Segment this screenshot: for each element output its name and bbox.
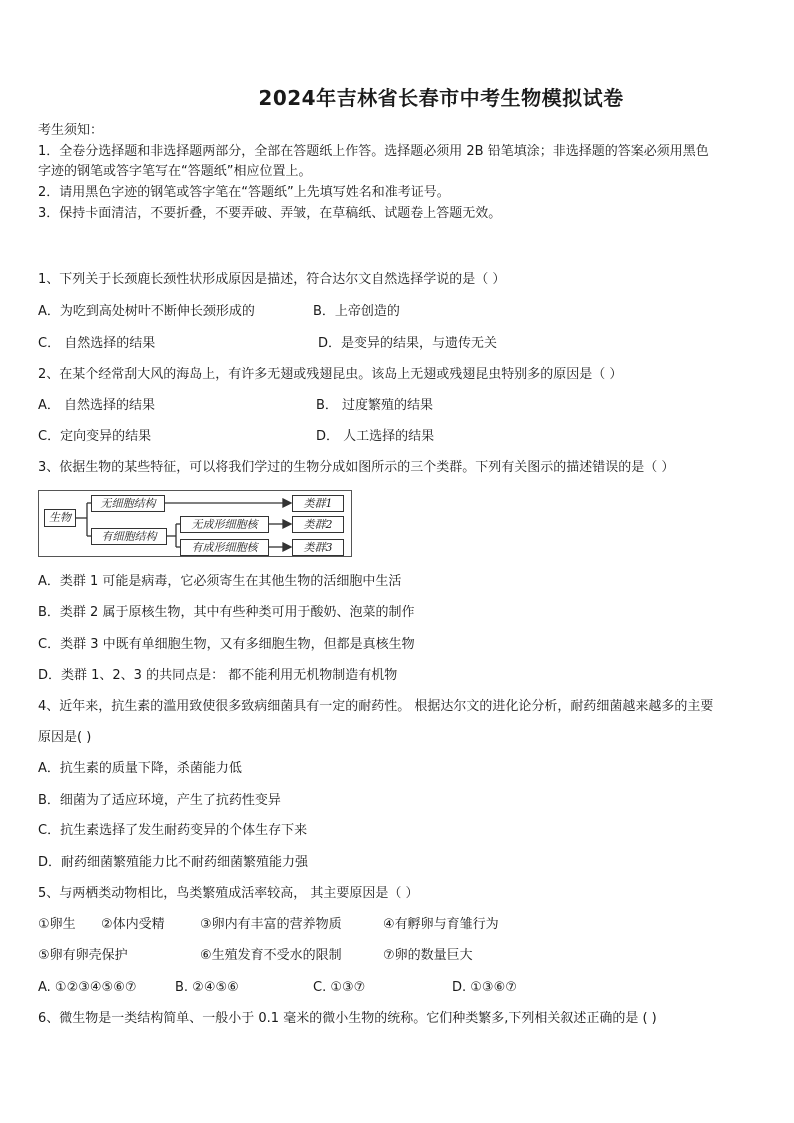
question-3-option-a: A．类群 1 可能是病毒，它必须寄生在其他生物的活细胞中生活 (38, 574, 402, 589)
question-4-option-a: A．抗生素的质量下降，杀菌能力低 (38, 761, 242, 776)
diagram-has-cell-node: 有细胞结构 (91, 528, 167, 545)
notice-item: 字迹的钢笔或答字笔写在“答题纸”相应位置上。 (38, 164, 312, 179)
question-1-option-a: A．为吃到高处树叶不断伸长颈形成的 (38, 304, 255, 319)
question-1-stem: 1、下列关于长颈鹿长颈性状形成原因是描述，符合达尔文自然选择学说的是（ ） (38, 272, 506, 287)
notice-heading: 考生须知： (38, 123, 104, 138)
question-6-stem: 6、微生物是一类结构简单、一般小于 0.1 毫米的微小生物的统称。它们种类繁多,下列相关叙述正确的是 ( ) (38, 1011, 657, 1026)
diagram-group-2-node: 类群2 (292, 516, 344, 533)
diagram-has-nucleus-node: 有成形细胞核 (180, 539, 269, 556)
question-3-option-d: D．类群 1、2、3 的共同点是： 都不能利用无机物制造有机物 (38, 668, 398, 683)
question-4-stem: 4、近年来，抗生素的滥用致使很多致病细菌具有一定的耐药性。 根据达尔文的进化论分析，耐药细菌越来越多的主要 (38, 699, 714, 714)
question-5-item: ⑦卵的数量巨大 (383, 948, 473, 963)
notice-item: 2．请用黑色字迹的钢笔或答字笔在“答题纸”上先填写姓名和准考证号。 (38, 185, 450, 200)
question-5-item: ⑤卵有卵壳保护 (38, 948, 128, 963)
notice-item: 3．保持卡面清洁，不要折叠，不要弄破、弄皱，在草稿纸、试题卷上答题无效。 (38, 206, 502, 221)
question-5-stem: 5、与两栖类动物相比，鸟类繁殖成活率较高， 其主要原因是（ ） (38, 886, 419, 901)
question-5-item: ④有孵卵与育雏行为 (383, 917, 499, 932)
question-3-stem: 3、依据生物的某些特征，可以将我们学过的生物分成如图所示的三个类群。下列有关图示的描述错误的是（ ） (38, 460, 675, 475)
question-1-option-b: B．上帝创造的 (313, 304, 400, 319)
question-4-option-c: C．抗生素选择了发生耐药变异的个体生存下来 (38, 823, 308, 838)
question-2-option-a: A． 自然选择的结果 (38, 398, 156, 413)
question-2-stem: 2、在某个经常刮大风的海岛上，有许多无翅或残翅昆虫。该岛上无翅或残翅昆虫特别多的原因是（ ） (38, 367, 623, 382)
question-5-item: ⑥生殖发育不受水的限制 (200, 948, 342, 963)
question-5-option-c: C. ①③⑦ (313, 980, 366, 995)
question-4-option-b: B．细菌为了适应环境，产生了抗药性变异 (38, 793, 281, 808)
question-3-option-c: C．类群 3 中既有单细胞生物，又有多细胞生物，但都是真核生物 (38, 637, 415, 652)
question-4-option-d: D．耐药细菌繁殖能力比不耐药细菌繁殖能力强 (38, 855, 309, 870)
question-5-option-d: D. ①③⑥⑦ (452, 980, 517, 995)
question-1-option-d: D．是变异的结果，与遗传无关 (318, 336, 498, 351)
question-5-item: ①卵生 (38, 917, 76, 932)
question-2-option-d: D． 人工选择的结果 (316, 429, 435, 444)
question-5-option-a: A. ①②③④⑤⑥⑦ (38, 980, 137, 995)
question-5-option-b: B. ②④⑤⑥ (175, 980, 239, 995)
question-1-option-c: C． 自然选择的结果 (38, 336, 156, 351)
question-5-item: ③卵内有丰富的营养物质 (200, 917, 342, 932)
diagram-group-1-node: 类群1 (292, 495, 344, 512)
diagram-no-cell-node: 无细胞结构 (91, 495, 165, 512)
page-title: 2024年吉林省长春市中考生物模拟试卷 (258, 86, 624, 110)
diagram-no-nucleus-node: 无成形细胞核 (180, 516, 269, 533)
diagram-group-3-node: 类群3 (292, 539, 344, 556)
notice-item: 1．全卷分选择题和非选择题两部分，全部在答题纸上作答。选择题必须用 2B 铅笔填涂；非选择题的答案必须用黑色 (38, 144, 709, 159)
classification-diagram (38, 490, 352, 557)
question-2-option-b: B． 过度繁殖的结果 (316, 398, 434, 413)
diagram-root-node: 生物 (44, 509, 76, 527)
question-3-option-b: B．类群 2 属于原核生物，其中有些种类可用于酸奶、泡菜的制作 (38, 605, 415, 620)
question-5-item: ②体内受精 (101, 917, 165, 932)
question-4-stem-cont: 原因是( ) (38, 730, 92, 745)
question-2-option-c: C．定向变异的结果 (38, 429, 152, 444)
